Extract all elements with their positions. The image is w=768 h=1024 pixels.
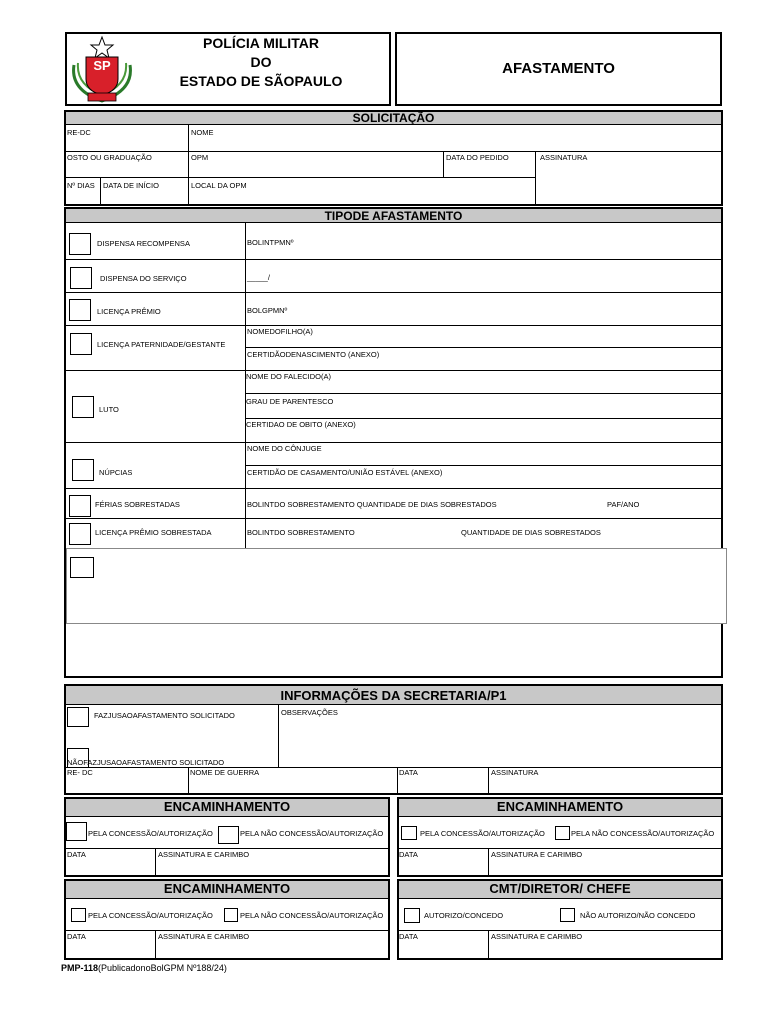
divider bbox=[65, 292, 722, 293]
enc3-assinatura-label: ASSINATURA E CARIMBO bbox=[158, 932, 250, 941]
divider bbox=[245, 347, 722, 348]
encaminhamento-3-title: ENCAMINHAMENTO bbox=[65, 880, 389, 899]
local-opm-label: LOCAL DA OPM bbox=[191, 181, 247, 190]
divider bbox=[398, 848, 722, 849]
enc1-assinatura-label: ASSINATURA E CARIMBO bbox=[158, 850, 250, 859]
divider bbox=[245, 223, 246, 518]
divider bbox=[488, 848, 489, 876]
enc2-data-label: DATA bbox=[399, 850, 418, 859]
nupcias-label: NÚPCIAS bbox=[99, 468, 133, 477]
divider bbox=[65, 325, 722, 326]
divider bbox=[278, 705, 279, 767]
luto-checkbox[interactable] bbox=[72, 396, 94, 418]
cmt-autorizo-checkbox[interactable] bbox=[404, 908, 420, 923]
enc1-concessao-checkbox[interactable] bbox=[66, 822, 87, 841]
publication-note: (PublicadonoBolGPM Nº188/24) bbox=[98, 963, 227, 973]
posto-label: OSTO OU GRADUAÇÃO bbox=[67, 153, 152, 162]
divider bbox=[398, 930, 722, 931]
certidao-casamento-label: CERTIDÃO DE CASAMENTO/UNIÃO ESTÁVEL (ANEXO) bbox=[247, 468, 443, 477]
solicitacao-title: SOLICITAÇÃO bbox=[65, 111, 722, 125]
cmt-assinatura-label: ASSINATURA E CARIMBO bbox=[491, 932, 583, 941]
certidao-obito-label: CERTIDAO DE OBITO (ANEXO) bbox=[246, 420, 356, 429]
divider bbox=[188, 125, 189, 205]
ferias-sobrestadas-label: FÉRIAS SOBRESTADAS bbox=[95, 500, 180, 509]
enc2-nao-concessao-label: PELA NÃO CONCESSÃO/AUTORIZAÇÃO bbox=[571, 829, 715, 838]
divider bbox=[488, 767, 489, 794]
licenca-premio-label: LICENÇA PRÊMIO bbox=[97, 307, 161, 316]
org-name-line2: DO bbox=[250, 54, 272, 70]
re-dc-label: RE-DC bbox=[67, 128, 91, 137]
divider bbox=[535, 151, 536, 205]
footer bbox=[61, 963, 227, 974]
org-name-line3: ESTADO DE SÃOPAULO bbox=[179, 73, 343, 89]
licenca-premio-sobrestada-checkbox[interactable] bbox=[69, 523, 91, 545]
dispensa-recompensa-label: DISPENSA RECOMPENSA bbox=[97, 239, 190, 248]
enc2-concessao-checkbox[interactable] bbox=[401, 826, 417, 840]
overlay-panel bbox=[66, 548, 727, 624]
nao-faz-jus-label: NÃOFAZJUSAOAFASTAMENTO SOLICITADO bbox=[67, 758, 225, 767]
divider bbox=[65, 518, 722, 519]
encaminhamento-1-title: ENCAMINHAMENTO bbox=[65, 798, 389, 817]
licenca-premio-checkbox[interactable] bbox=[69, 299, 91, 321]
bol-gpm-label: BOLGPMNº bbox=[247, 306, 288, 315]
divider bbox=[155, 930, 156, 959]
divider bbox=[65, 442, 722, 443]
faz-jus-checkbox[interactable] bbox=[67, 707, 89, 727]
assinatura-label: ASSINATURA bbox=[540, 153, 588, 162]
form-code: PMP-118 bbox=[61, 963, 99, 973]
org-name-line1: POLÍCIA MILITAR bbox=[203, 35, 319, 51]
dispensa-servico-label: DISPENSA DO SERVIÇO bbox=[100, 274, 187, 283]
data-pedido-label: DATA DO PEDIDO bbox=[446, 153, 509, 162]
nome-filho-label: NOMEDOFILHO(A) bbox=[247, 327, 313, 336]
enc2-nao-concessao-checkbox[interactable] bbox=[555, 826, 570, 840]
divider bbox=[155, 848, 156, 876]
crest-text: SP bbox=[93, 58, 111, 73]
divider bbox=[488, 930, 489, 959]
enc1-data-label: DATA bbox=[67, 850, 86, 859]
bol-int-sobrestamento-qtd-label: BOLINTDO SOBRESTAMENTO QUANTIDADE DE DIAS SOBRESTADOS bbox=[247, 500, 497, 509]
tipo-title: TIPODE AFASTAMENTO bbox=[65, 208, 722, 223]
enc1-concessao-label: PELA CONCESSÃO/AUTORIZAÇÃO bbox=[88, 829, 213, 838]
divider bbox=[100, 177, 101, 205]
divider bbox=[65, 848, 389, 849]
licenca-paternidade-checkbox[interactable] bbox=[70, 333, 92, 355]
cmt-data-label: DATA bbox=[399, 932, 418, 941]
divider bbox=[65, 370, 722, 371]
ferias-sobrestadas-checkbox[interactable] bbox=[69, 495, 91, 517]
dispensa-servico-checkbox[interactable] bbox=[70, 267, 92, 289]
nome-falecido-label: NOME DO FALECIDO(A) bbox=[246, 372, 332, 381]
cmt-nao-autorizo-checkbox[interactable] bbox=[560, 908, 575, 922]
nome-label: NOME bbox=[191, 128, 214, 137]
enc1-nao-concessao-checkbox[interactable] bbox=[218, 826, 239, 844]
licenca-premio-sobrestada-label: LICENÇA PRÊMIO SOBRESTADA bbox=[95, 528, 212, 537]
enc3-concessao-checkbox[interactable] bbox=[71, 908, 86, 922]
enc3-concessao-label: PELA CONCESSÃO/AUTORIZAÇÃO bbox=[88, 911, 213, 920]
enc2-assinatura-label: ASSINATURA E CARIMBO bbox=[491, 850, 583, 859]
divider bbox=[65, 488, 722, 489]
blank-line-text: _____/ bbox=[247, 273, 270, 282]
enc3-nao-concessao-label: PELA NÃO CONCESSÃO/AUTORIZAÇÃO bbox=[240, 911, 384, 920]
divider bbox=[245, 418, 722, 419]
divider bbox=[65, 767, 722, 768]
cmt-nao-autorizo-label: NÃO AUTORIZO/NÃO CONCEDO bbox=[580, 911, 696, 920]
bol-int-pm-label: BOLINTPMNº bbox=[247, 238, 294, 247]
divider bbox=[245, 518, 246, 548]
nome-conjuge-label: NOME DO CÔNJUGE bbox=[247, 444, 322, 453]
data-inicio-label: DATA DE INÍCIO bbox=[103, 181, 159, 190]
divider bbox=[245, 393, 722, 394]
encaminhamento-2-title: ENCAMINHAMENTO bbox=[398, 798, 722, 817]
divider bbox=[65, 151, 722, 152]
overlay-checkbox[interactable] bbox=[70, 557, 94, 578]
luto-label: LUTO bbox=[99, 405, 119, 414]
qtd-dias-sobrestados-label: QUANTIDADE DE DIAS SOBRESTADOS bbox=[461, 528, 601, 537]
bol-int-sobrestamento-label: BOLINTDO SOBRESTAMENTO bbox=[247, 528, 355, 537]
re-dc-label: RE- DC bbox=[67, 768, 93, 777]
enc2-concessao-label: PELA CONCESSÃO/AUTORIZAÇÃO bbox=[420, 829, 545, 838]
divider bbox=[65, 930, 389, 931]
divider bbox=[188, 767, 189, 794]
certidao-nascimento-label: CERTIDÃODENASCIMENTO (ANEXO) bbox=[247, 350, 380, 359]
dispensa-recompensa-checkbox[interactable] bbox=[69, 233, 91, 255]
crest bbox=[68, 35, 136, 105]
assinatura-label: ASSINATURA bbox=[491, 768, 539, 777]
cmt-autorizo-label: AUTORIZO/CONCEDO bbox=[424, 911, 504, 920]
observacoes-label: OBSERVAÇÕES bbox=[281, 708, 338, 717]
divider bbox=[245, 465, 722, 466]
enc3-nao-concessao-checkbox[interactable] bbox=[224, 908, 238, 922]
divider bbox=[397, 767, 398, 794]
nupcias-checkbox[interactable] bbox=[72, 459, 94, 481]
enc3-data-label: DATA bbox=[67, 932, 86, 941]
cmt-title: CMT/DIRETOR/ CHEFE bbox=[398, 880, 722, 899]
faz-jus-label: FAZJUSAOAFASTAMENTO SOLICITADO bbox=[94, 711, 235, 720]
data-label: DATA bbox=[399, 768, 418, 777]
grau-parentesco-label: GRAU DE PARENTESCO bbox=[246, 397, 334, 406]
enc1-nao-concessao-label: PELA NÃO CONCESSÃO/AUTORIZAÇÃO bbox=[240, 829, 384, 838]
divider bbox=[65, 177, 535, 178]
licenca-paternidade-label: LICENÇA PATERNIDADE/GESTANTE bbox=[97, 340, 226, 349]
paf-ano-label: PAF/ANO bbox=[607, 500, 640, 509]
divider bbox=[443, 151, 444, 177]
opm-label: OPM bbox=[191, 153, 209, 162]
n-dias-label: Nº DIAS bbox=[67, 181, 95, 190]
secretaria-title: INFORMAÇÕES DA SECRETARIA/P1 bbox=[65, 685, 722, 705]
divider bbox=[65, 259, 722, 260]
nome-guerra-label: NOME DE GUERRA bbox=[190, 768, 260, 777]
form-title: AFASTAMENTO bbox=[502, 60, 615, 77]
